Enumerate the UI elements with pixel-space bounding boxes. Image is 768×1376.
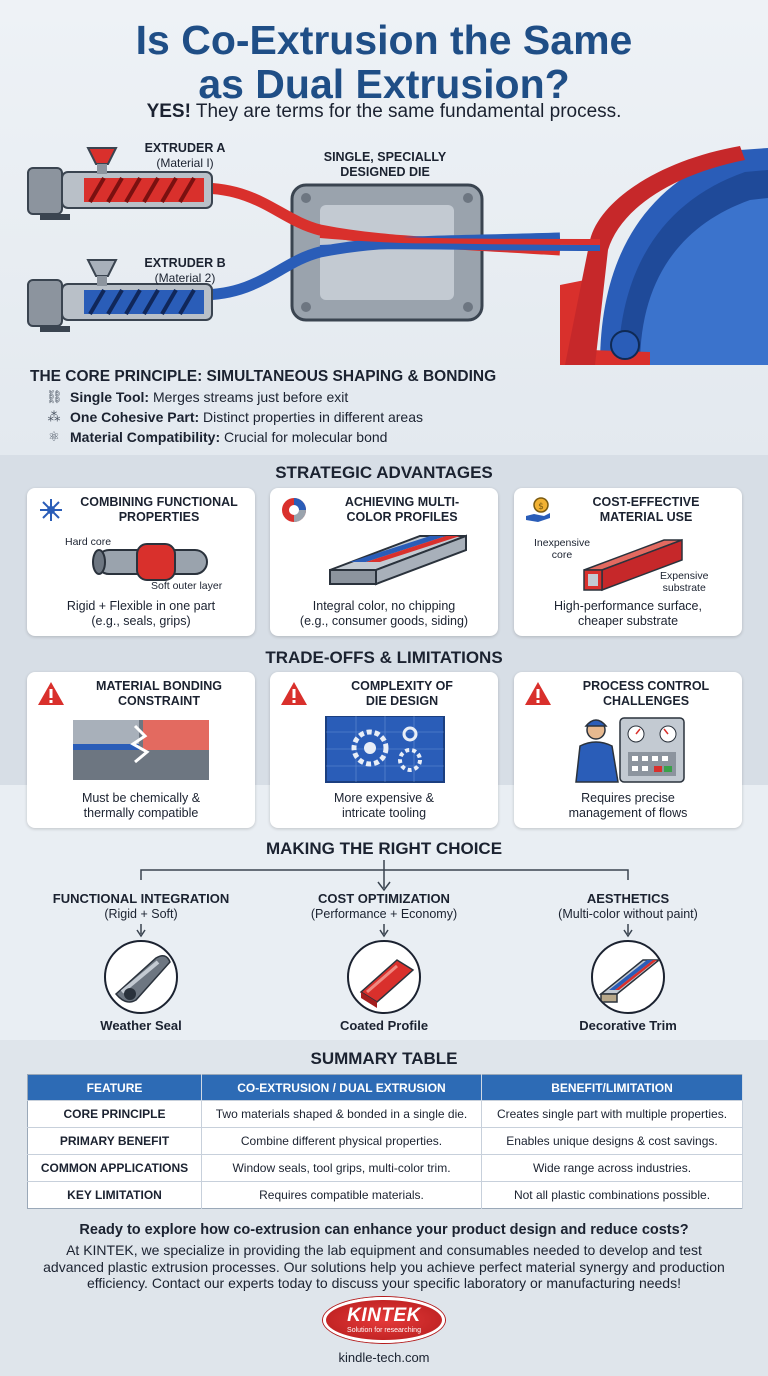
choice-sub-functional: (Rigid + Soft) (104, 907, 178, 921)
bond-failure-illustration (27, 716, 255, 784)
card-description: Integral color, no chipping (e.g., consumer goods, siding) (299, 599, 469, 628)
table-cell: Creates single part with multiple properties. (482, 1101, 743, 1128)
extruder-a-material: (Material I) (156, 156, 214, 170)
principle-term: Material Compatibility: (70, 429, 221, 445)
extruded-profile (560, 146, 768, 365)
table-cell: Window seals, tool grips, multi-color trim. (202, 1155, 482, 1182)
hard-core-label: Hard core (65, 536, 112, 548)
principle-text: Distinct properties in different areas (199, 409, 424, 425)
choice-title-cost: COST OPTIMIZATION (318, 891, 450, 906)
card-description: High-performance surface, cheaper substrate (554, 599, 702, 628)
core-principle-heading: THE CORE PRINCIPLE: SIMULTANEOUS SHAPING & BONDING (30, 368, 497, 385)
table-row (28, 1182, 743, 1209)
summary-table (27, 1074, 743, 1209)
subtitle-yes: YES! (146, 101, 191, 122)
table-header-row (28, 1075, 743, 1101)
decorative-trim-image (591, 940, 665, 1014)
warning-icon (280, 680, 308, 708)
inexpensive-core-label: Inexpensive core (534, 537, 591, 561)
card-title: ACHIEVING MULTI- COLOR PROFILES (344, 495, 460, 524)
column-header: CO-EXTRUSION / DUAL EXTRUSION (202, 1075, 482, 1101)
card-description: More expensive & intricate tooling (333, 791, 435, 820)
choice-title-aesthetics: AESTHETICS (586, 891, 670, 906)
card-title: MATERIAL BONDING CONSTRAINT (96, 679, 222, 708)
principle-term: One Cohesive Part: (70, 409, 200, 425)
card-description: Must be chemically & thermally compatible (81, 791, 201, 820)
advantage-card-cost (514, 488, 742, 636)
choice-sub-aesthetics: (Multi-color without paint) (558, 907, 698, 921)
choice-title-functional: FUNCTIONAL INTEGRATION (52, 891, 230, 906)
network-icon (37, 496, 65, 524)
hand-coin-icon (524, 496, 552, 524)
blueprint-gears-illustration (270, 716, 498, 784)
page-subtitle (0, 101, 768, 123)
table-cell: Requires compatible materials. (202, 1182, 482, 1209)
molecule-icon: ⚛ (48, 429, 60, 444)
limitation-card-die-design (270, 672, 498, 828)
cta-heading: Ready to explore how co-extrusion can enhance your product design and reduce costs? (79, 1222, 689, 1238)
table-cell: COMMON APPLICATIONS (28, 1155, 202, 1182)
table-cell: CORE PRINCIPLE (28, 1101, 202, 1128)
weather-seal-image (104, 940, 178, 1014)
kintek-logo[interactable] (323, 1297, 445, 1343)
choice-sub-cost: (Performance + Economy) (310, 907, 458, 921)
coated-profile-image (347, 940, 421, 1014)
expensive-substrate-label: Expensive substrate (660, 570, 709, 594)
table-cell: Two materials shaped & bonded in a single die. (202, 1101, 482, 1128)
card-title: COMPLEXITY OF DIE DESIGN (351, 679, 453, 708)
card-title: PROCESS CONTROL CHALLENGES (582, 679, 710, 708)
card-title: COMBINING FUNCTIONAL PROPERTIES (80, 495, 238, 524)
table-cell: KEY LIMITATION (28, 1182, 202, 1209)
table-cell: Not all plastic combinations possible. (482, 1182, 743, 1209)
table-row (28, 1128, 743, 1155)
table-row (28, 1101, 743, 1128)
principle-item-single-tool (46, 389, 348, 405)
extruder-b-label: EXTRUDER B (144, 256, 226, 270)
multicolor-profile-illustration (270, 530, 498, 596)
column-header: FEATURE (28, 1075, 202, 1101)
soft-outer-label: Soft outer layer (151, 580, 223, 592)
limitation-card-process-control (514, 672, 742, 828)
cta-body: At KINTEK, we specialize in providing the lab equipment and consumables needed to develop and test advanced plastic extrusion processes. Our solutions help you achieve perfect material synergy and production efficiency. Contact our experts today to discuss your specific laboratory or manufacturing needs! (43, 1242, 725, 1291)
advantages-heading: STRATEGIC ADVANTAGES (275, 463, 493, 482)
page-title: Is Co-Extrusion the Same as Dual Extrusion? (135, 17, 633, 107)
choice-heading: MAKING THE RIGHT CHOICE (265, 839, 503, 858)
advantage-card-functional (27, 488, 255, 636)
extruder-a-label: EXTRUDER A (144, 141, 226, 155)
logo-name: KINTEK (347, 1305, 421, 1326)
die-label: SINGLE, SPECIALLY DESIGNED DIE (323, 150, 447, 179)
link-icon: ⛓ (46, 389, 63, 404)
warning-icon (524, 680, 552, 708)
decorative-trim-label: Decorative Trim (579, 1018, 677, 1033)
subtitle-rest: They are terms for the same fundamental process. (190, 101, 622, 122)
principle-item-compatibility (46, 429, 387, 445)
website-link[interactable]: kindle-tech.com (338, 1350, 430, 1365)
table-cell: Enables unique designs & cost savings. (482, 1128, 743, 1155)
color-wheel-icon (280, 496, 308, 524)
principle-text: Merges streams just before exit (149, 389, 349, 405)
limitation-card-bonding (27, 672, 255, 828)
table-cell: Combine different physical properties. (202, 1128, 482, 1155)
advantage-card-multicolor (270, 488, 498, 636)
table-cell: PRIMARY BENEFIT (28, 1128, 202, 1155)
limitations-heading: TRADE-OFFS & LIMITATIONS (265, 648, 503, 667)
column-header: BENEFIT/LIMITATION (482, 1075, 743, 1101)
table-cell: Wide range across industries. (482, 1155, 743, 1182)
network-icon: ⁂ (47, 409, 61, 424)
principle-term: Single Tool: (70, 389, 150, 405)
card-description: Rigid + Flexible in one part (e.g., seals, grips) (66, 599, 216, 628)
card-title: COST-EFFECTIVE MATERIAL USE (592, 495, 700, 524)
weather-seal-label: Weather Seal (100, 1018, 182, 1033)
svg-text:$: $ (538, 502, 544, 512)
extruder-b-material: (Material 2) (154, 271, 216, 285)
principle-text: Crucial for molecular bond (220, 429, 388, 445)
card-description: Requires precise management of flows (568, 791, 688, 820)
logo-tagline: Solution for researching (347, 1327, 421, 1334)
principle-item-cohesive-part (46, 409, 423, 425)
warning-icon (37, 680, 65, 708)
summary-heading: SUMMARY TABLE (310, 1049, 458, 1068)
operator-panel-illustration (514, 716, 742, 784)
table-row (28, 1155, 743, 1182)
coated-profile-label: Coated Profile (339, 1018, 429, 1033)
